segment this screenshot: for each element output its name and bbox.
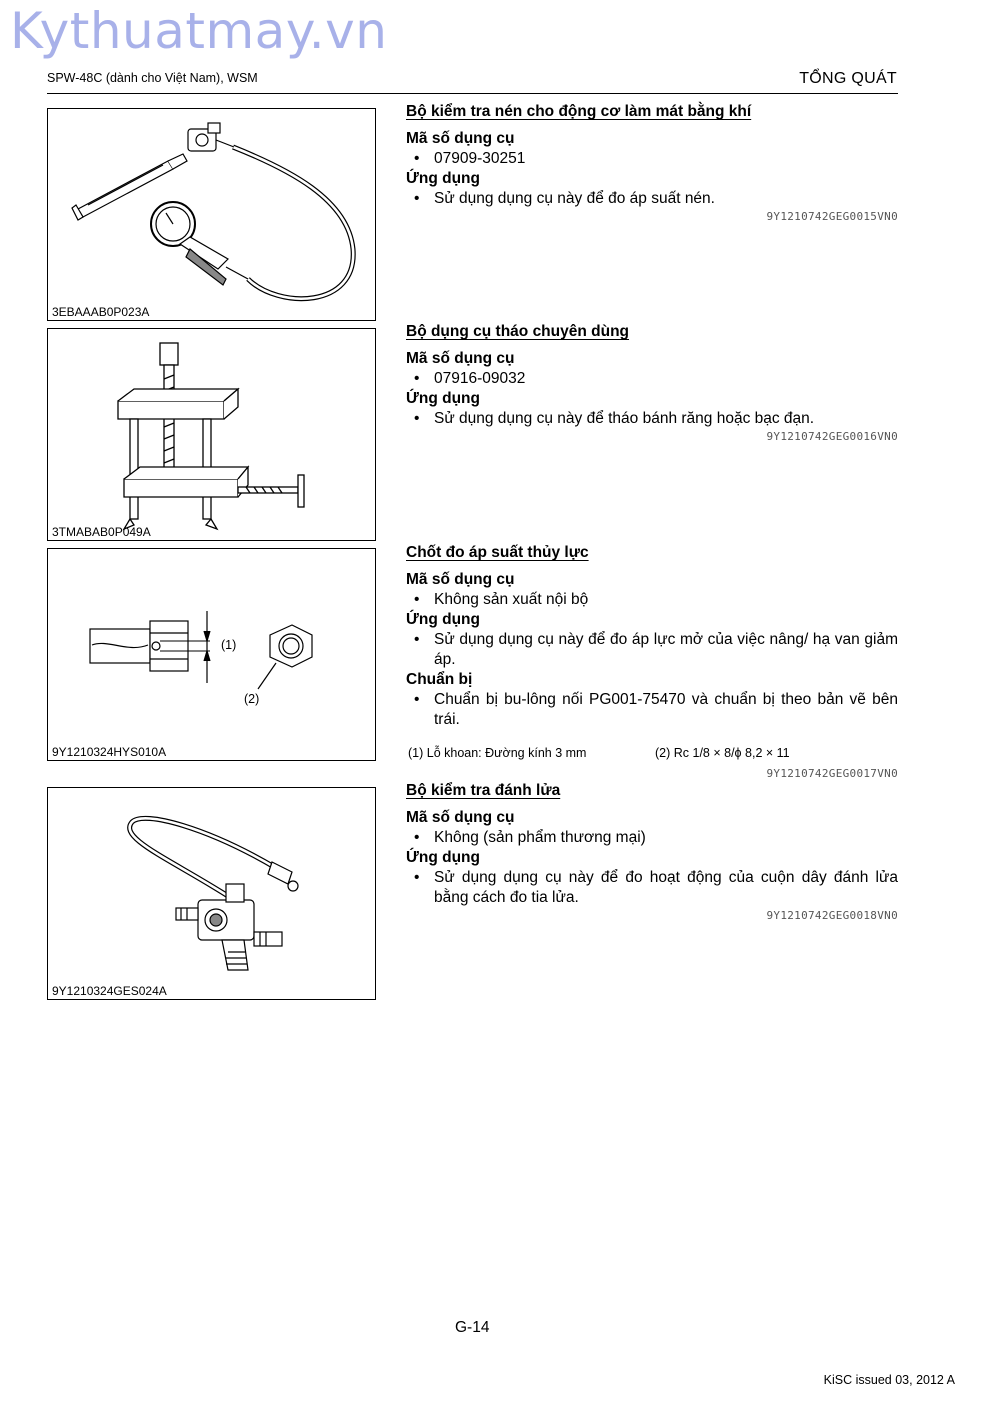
code-item: • 07909-30251 xyxy=(414,150,526,167)
watermark-logo: Kythuatmay.vn xyxy=(10,2,388,60)
figure-code: 9Y1210324GES024A xyxy=(52,984,167,998)
issue-note: KiSC issued 03, 2012 A xyxy=(823,1373,955,1387)
page-number: G-14 xyxy=(455,1319,490,1336)
section-title: Bộ kiểm tra nén cho động cơ làm mát bằng khí xyxy=(406,103,752,120)
reference-code: 9Y1210742GEG0015VN0 xyxy=(766,210,898,223)
usage-label: Ứng dụng xyxy=(406,849,480,866)
code-label: Mã số dụng cụ xyxy=(406,571,515,588)
section-title: Chốt đo áp suất thủy lực xyxy=(406,544,589,561)
figure-legend xyxy=(404,744,898,762)
figure-compression-tester xyxy=(47,108,376,321)
reference-code: 9Y1210742GEG0017VN0 xyxy=(766,767,898,780)
usage-item: • Sử dụng dụng cụ này để đo áp lực mở của việc nâng/ hạ van giảm áp. xyxy=(414,631,898,668)
code-item: • 07916-09032 xyxy=(414,370,526,387)
hydraulic-joint-drawing xyxy=(48,549,377,762)
reference-code: 9Y1210742GEG0016VN0 xyxy=(766,430,898,443)
figure-hydraulic-joint xyxy=(47,548,376,761)
usage-item: • Sử dụng dụng cụ này để tháo bánh răng hoặc bạc đạn. xyxy=(414,410,815,427)
usage-item: • Sử dụng dụng cụ này để đo hoạt động của cuộn dây đánh lửa bằng cách đo tia lửa. xyxy=(414,869,898,906)
code-item: • Không (sản phẩm thương mại) xyxy=(414,829,646,846)
legend-item-2: (2) Rc 1/8 × 8/ϕ 8,2 × 11 xyxy=(655,746,790,760)
figure-code: 9Y1210324HYS010A xyxy=(52,745,167,759)
compression-tester-illustration xyxy=(48,109,377,322)
section-special-puller xyxy=(406,322,898,445)
legend-item-1: (1) Lỗ khoan: Đường kính 3 mm xyxy=(408,746,587,760)
section-hydraulic-joint xyxy=(406,543,898,782)
section-ignition-tester xyxy=(406,781,898,924)
figure-special-puller xyxy=(47,328,376,541)
callout-1: (1) xyxy=(221,638,237,652)
section-title: Bộ kiểm tra đánh lửa xyxy=(406,782,561,799)
figure-ignition-tester xyxy=(47,787,376,1000)
code-item: • Không sản xuất nội bộ xyxy=(414,591,589,608)
usage-item: • Sử dụng dụng cụ này để đo áp suất nén. xyxy=(414,190,715,207)
section-compression-tester xyxy=(406,102,898,225)
figure-code: 3EBAAAB0P023A xyxy=(52,305,150,319)
ignition-tester-illustration xyxy=(48,788,377,1001)
code-label: Mã số dụng cụ xyxy=(406,809,515,826)
code-label: Mã số dụng cụ xyxy=(406,350,515,367)
reference-code: 9Y1210742GEG0018VN0 xyxy=(766,909,898,922)
section-title: Bộ dụng cụ tháo chuyên dùng xyxy=(406,323,630,340)
header-divider xyxy=(47,93,898,94)
usage-label: Ứng dụng xyxy=(406,390,480,407)
chapter-title: TỔNG QUÁT xyxy=(799,70,897,87)
figure-code: 3TMABAB0P049A xyxy=(52,525,151,539)
puller-illustration xyxy=(48,329,377,542)
preparation-item: • Chuẩn bị bu-lông nối PG001-75470 và chuẩn bị theo bản vẽ bên trái. xyxy=(414,691,898,728)
usage-label: Ứng dụng xyxy=(406,611,480,628)
code-label: Mã số dụng cụ xyxy=(406,130,515,147)
usage-label: Ứng dụng xyxy=(406,170,480,187)
preparation-label: Chuẩn bị xyxy=(406,671,473,688)
manual-title: SPW-48C (dành cho Việt Nam), WSM xyxy=(47,71,258,85)
callout-2: (2) xyxy=(244,692,260,706)
